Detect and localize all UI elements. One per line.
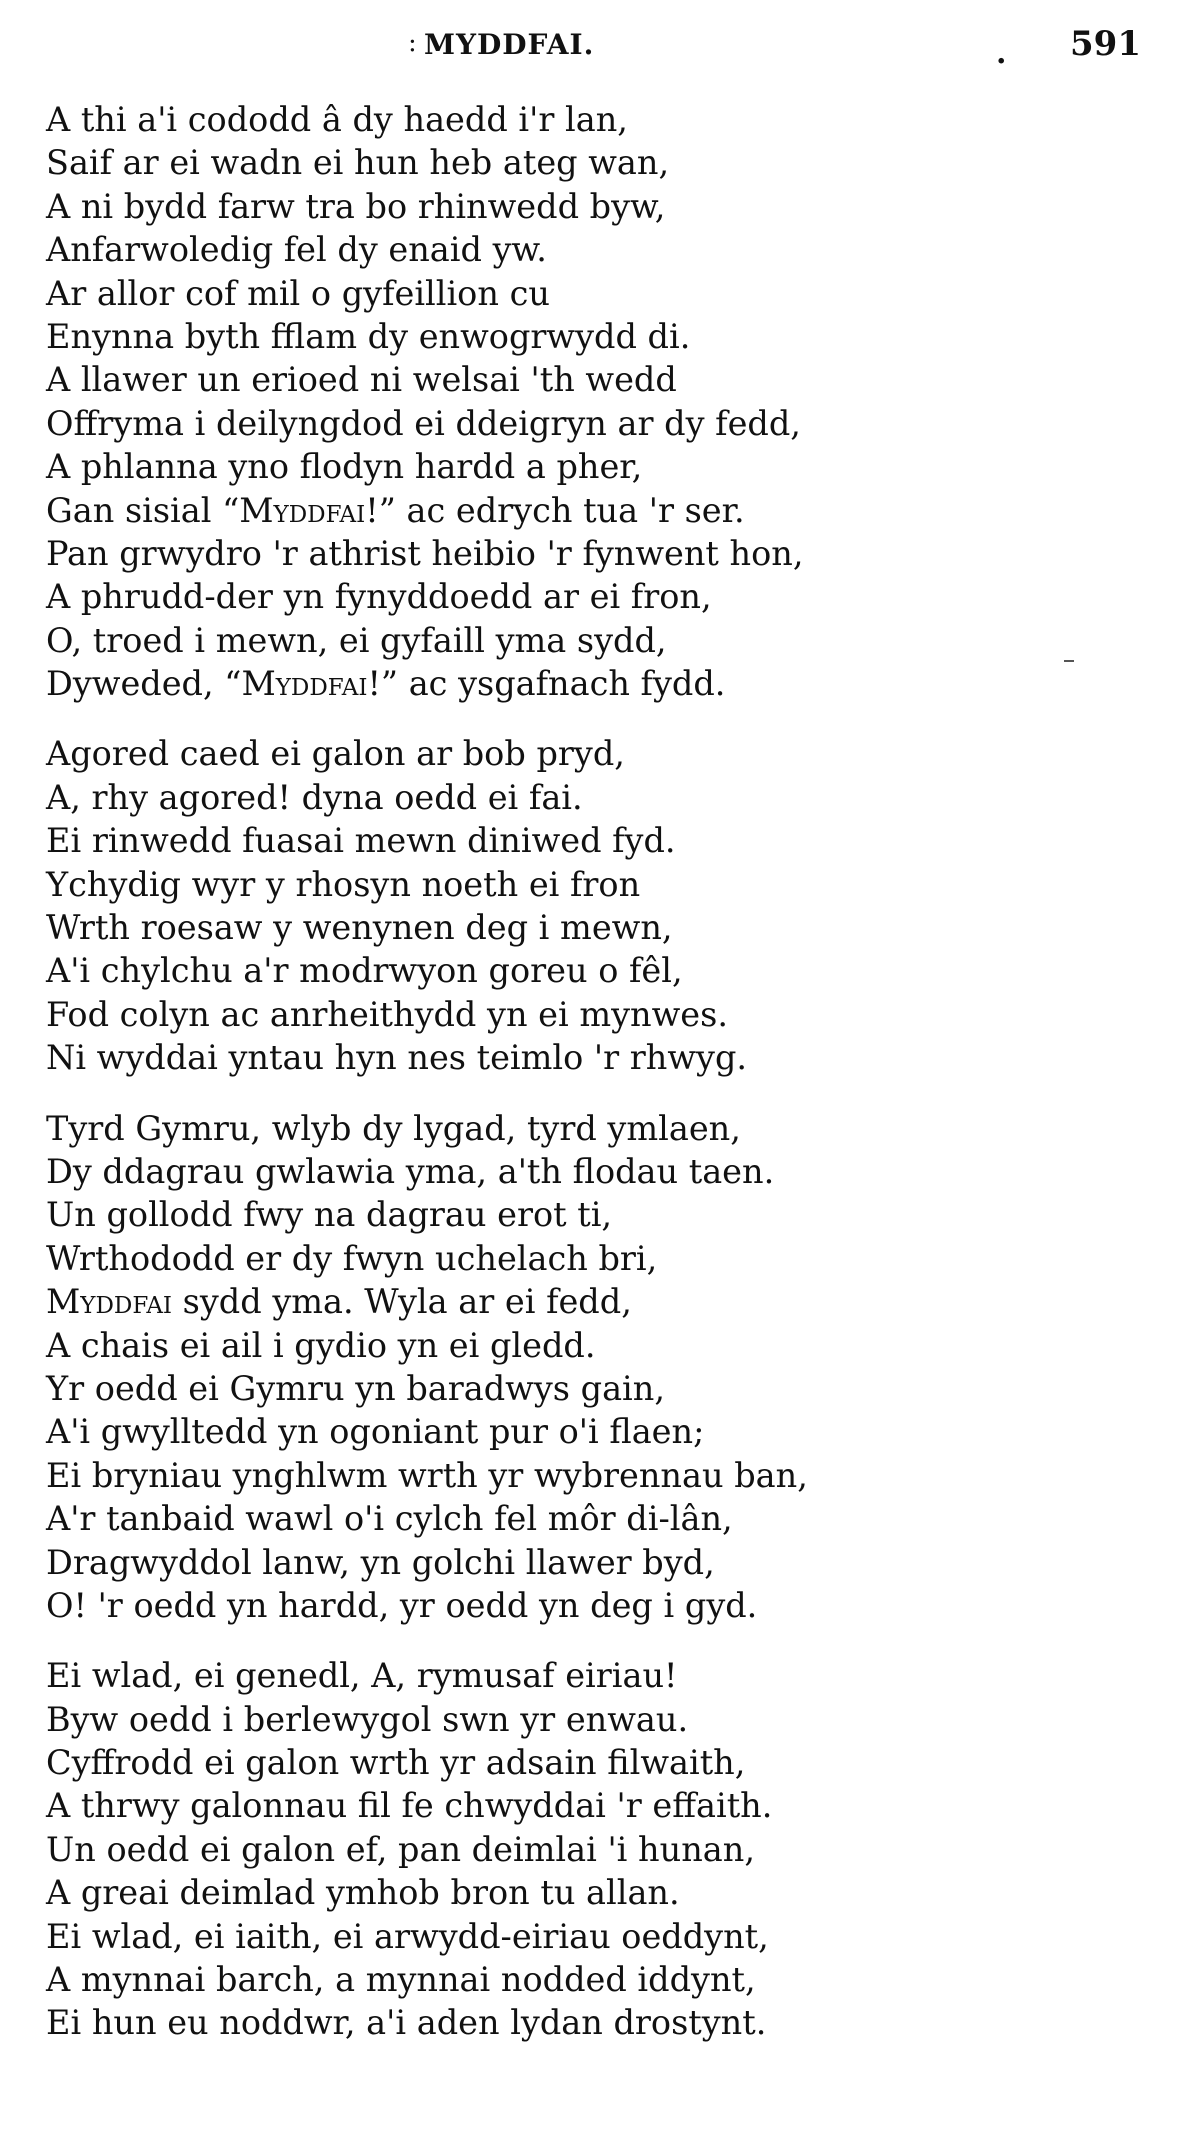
line-text: !” ac ysgafnach fydd. bbox=[367, 664, 726, 704]
poem-line: Saif ar ei wadn ei hun heb ateg wan, bbox=[46, 143, 670, 183]
poem-line bbox=[46, 1280, 1156, 1323]
poem-line: A phlanna yno flodyn hardd a pher, bbox=[46, 447, 643, 487]
stanza bbox=[46, 1107, 1156, 1628]
poem-line: A'i gwylltedd yn ogoniant pur o'i flaen; bbox=[46, 1412, 705, 1452]
poem-line: Ar allor cof mil o gyfeillion cu bbox=[46, 273, 550, 313]
header-mark: : bbox=[408, 28, 417, 58]
line-text: Gan sisial “ bbox=[46, 490, 240, 530]
running-title: MYDDFAI. bbox=[424, 28, 595, 61]
poem-line: Fod colyn ac anrheithydd yn ei mynwes. bbox=[46, 994, 728, 1034]
small-caps-name: Myddfai bbox=[46, 1282, 173, 1322]
poem-line: O, troed i mewn, ei gyfaill yma sydd, bbox=[46, 620, 667, 660]
stanza bbox=[46, 1654, 1156, 2045]
small-caps-name: Myddfai bbox=[239, 490, 366, 530]
poem-line: A thi a'i cododd â dy haedd i'r lan, bbox=[46, 100, 628, 139]
running-head bbox=[0, 22, 1187, 72]
poem-line: Ei wlad, ei iaith, ei arwydd-eiriau oeddynt, bbox=[46, 1916, 769, 1956]
poem-line bbox=[46, 662, 1156, 705]
line-text: Dyweded, “ bbox=[46, 664, 242, 704]
header-dot: . bbox=[996, 36, 1007, 71]
poem-line: Ei hun eu noddwr, a'i aden lydan drostynt. bbox=[46, 2003, 767, 2043]
poem-line: Dy ddagrau gwlawia yma, a'th flodau taen. bbox=[46, 1151, 775, 1191]
poem-line: A, rhy agored! dyna oedd ei fai. bbox=[46, 777, 583, 817]
poem-line: Yr oedd ei Gymru yn baradwys gain, bbox=[46, 1368, 665, 1408]
poem-line: Dragwyddol lanw, yn golchi llawer byd, bbox=[46, 1542, 715, 1582]
poem-line: Wrth roesaw y wenynen deg i mewn, bbox=[46, 908, 673, 948]
line-text: !” ac edrych tua 'r ser. bbox=[365, 490, 745, 530]
poem-line: Un oedd ei galon ef, pan deimlai 'i hunan, bbox=[46, 1829, 755, 1869]
poem-line: Ychydig wyr y rhosyn noeth ei fron bbox=[46, 864, 641, 904]
poem-line: Ei rinwedd fuasai mewn diniwed fyd. bbox=[46, 821, 676, 861]
line-text: sydd yma. Wyla ar ei fedd, bbox=[172, 1282, 632, 1322]
poem-line: A'i chylchu a'r modrwyon goreu o fêl, bbox=[46, 951, 683, 991]
stanza bbox=[46, 732, 1156, 1079]
poem-line: Enynna byth fflam dy enwogrwydd di. bbox=[46, 316, 691, 356]
poem-line: Offryma i deilyngdod ei ddeigryn ar dy fedd, bbox=[46, 403, 801, 443]
stanza bbox=[46, 98, 1156, 705]
poem-line: Pan grwydro 'r athrist heibio 'r fynwent hon, bbox=[46, 533, 804, 573]
poem-line: Anfarwoledig fel dy enaid yw. bbox=[46, 230, 547, 270]
small-caps-name: Myddfai bbox=[241, 664, 368, 704]
poem-line: A'r tanbaid wawl o'i cylch fel môr di-lân, bbox=[46, 1499, 733, 1539]
page-number: 591 bbox=[1070, 24, 1141, 64]
poem-line: Tyrd Gymru, wlyb dy lygad, tyrd ymlaen, bbox=[46, 1108, 741, 1148]
poem-line: Agored caed ei galon ar bob pryd, bbox=[46, 734, 625, 774]
poem-line: A llawer un erioed ni welsai 'th wedd bbox=[46, 360, 677, 400]
poem-line: Ei wlad, ei genedl, A, rymusaf eiriau! bbox=[46, 1656, 678, 1696]
poem-line bbox=[46, 489, 1156, 532]
poem-line: A ni bydd farw tra bo rhinwedd byw, bbox=[46, 186, 666, 226]
poem-body bbox=[46, 98, 1156, 2072]
poem-line: Ei bryniau ynghlwm wrth yr wybrennau ban, bbox=[46, 1455, 808, 1495]
poem-line: A phrudd-der yn fynyddoedd ar ei fron, bbox=[46, 577, 712, 617]
poem-line: A mynnai barch, a mynnai nodded iddynt, bbox=[46, 1960, 756, 2000]
poem-line: Wrthododd er dy fwyn uchelach bri, bbox=[46, 1238, 658, 1278]
poem-line: A greai deimlad ymhob bron tu allan. bbox=[46, 1873, 680, 1913]
poem-line: A chais ei ail i gydio yn ei gledd. bbox=[46, 1325, 596, 1365]
poem-line: O! 'r oedd yn hardd, yr oedd yn deg i gyd. bbox=[46, 1585, 758, 1625]
poem-line: Cyffrodd ei galon wrth yr adsain filwaith, bbox=[46, 1743, 746, 1783]
poem-line: Ni wyddai yntau hyn nes teimlo 'r rhwyg. bbox=[46, 1038, 748, 1078]
poem-line: A thrwy galonnau fil fe chwyddai 'r effaith. bbox=[46, 1786, 773, 1826]
poem-line: Un gollodd fwy na dagrau erot ti, bbox=[46, 1195, 613, 1235]
poem-line: Byw oedd i berlewygol swn yr enwau. bbox=[46, 1699, 689, 1739]
